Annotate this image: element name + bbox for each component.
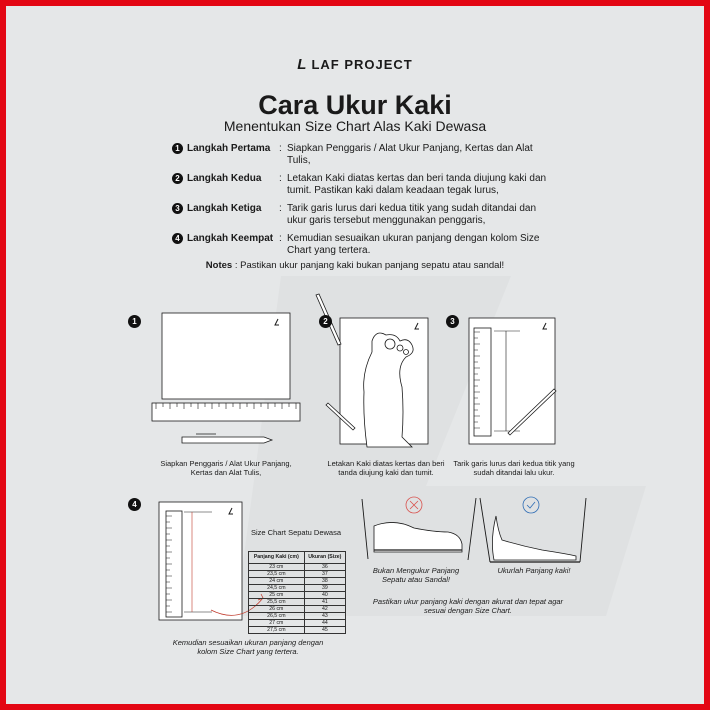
table-cell: 26,5 cm bbox=[249, 613, 305, 620]
table-row bbox=[249, 564, 346, 571]
step-description: Tarik garis lurus dari kedua titik yang sudah ditandai dan ukur garis tersebut menggunakan penggaris, bbox=[287, 203, 537, 226]
right-caption: Ukurlah Panjang kaki! bbox=[497, 566, 571, 575]
table-cell: 42 bbox=[304, 606, 345, 613]
table-cell: 25,5 cm bbox=[249, 599, 305, 606]
caption-step-4: Kemudian sesuaikan ukuran panjang dengan kolom Size Chart yang tertera. bbox=[172, 638, 324, 656]
table-row bbox=[249, 592, 346, 599]
table-cell: 36 bbox=[304, 564, 345, 571]
size-chart-table bbox=[248, 551, 346, 634]
caption-step-3: Tarik garis lurus dari kedua titik yang sudah ditandai lalu ukur. bbox=[453, 459, 575, 477]
table-cell: 37 bbox=[304, 571, 345, 578]
wrong-caption: Bukan Mengukur Panjang Sepatu atau Sandal! bbox=[372, 566, 460, 584]
size-chart-header-cm: Panjang Kaki (cm) bbox=[249, 552, 305, 564]
wrong-icon bbox=[410, 501, 418, 509]
footer-caption: Pastikan ukur panjang kaki dengan akurat dan tepat agar sesuai dengan Size Chart. bbox=[372, 597, 564, 615]
notes-label: Notes bbox=[205, 260, 233, 271]
table-cell: 23,5 cm bbox=[249, 571, 305, 578]
caption-step-1: Siapkan Penggaris / Alat Ukur Panjang, Kertas dan Alat Tulis, bbox=[160, 459, 292, 477]
step-description: Siapkan Penggaris / Alat Ukur Panjang, Kertas dan Alat Tulis, bbox=[287, 143, 533, 166]
table-cell: 44 bbox=[304, 620, 345, 627]
notes-text: : Pastikan ukur panjang kaki bukan panjang sepatu atau sandal! bbox=[232, 260, 505, 271]
step-colon: : bbox=[279, 173, 282, 184]
table-cell: 25 cm bbox=[249, 592, 305, 599]
step-name: Langkah Keempat bbox=[187, 233, 274, 244]
table-cell: 27 cm bbox=[249, 620, 305, 627]
table-row bbox=[249, 620, 346, 627]
table-cell: 27,5 cm bbox=[249, 627, 305, 634]
table-cell: 39 bbox=[304, 585, 345, 592]
table-cell: 41 bbox=[304, 599, 345, 606]
check-icon bbox=[523, 497, 539, 513]
table-row bbox=[249, 585, 346, 592]
step-description: Letakan Kaki diatas kertas dan beri tanda diujung kaki dan tumit. Pastikan kaki dalam keadaan tegak lurus, bbox=[287, 173, 547, 196]
poster bbox=[6, 6, 704, 704]
table-cell: 24,5 cm bbox=[249, 585, 305, 592]
illustration-badge-4: 4 bbox=[128, 498, 141, 511]
table-cell: 45 bbox=[304, 627, 345, 634]
table-row bbox=[249, 578, 346, 585]
step-colon: : bbox=[279, 233, 282, 244]
step-description: Kemudian sesuaikan ukuran panjang dengan kolom Size Chart yang tertera. bbox=[287, 233, 540, 256]
step-number: 3 bbox=[172, 203, 183, 214]
table-cell: 23 cm bbox=[249, 564, 305, 571]
illustration-badge-1: 1 bbox=[128, 315, 141, 328]
table-cell: 43 bbox=[304, 613, 345, 620]
brand-name: LAF PROJECT bbox=[311, 57, 413, 72]
illustration-badge-2: 2 bbox=[319, 315, 332, 328]
step-name: Langkah Ketiga bbox=[187, 203, 262, 214]
table-cell: 40 bbox=[304, 592, 345, 599]
size-chart-header-row bbox=[249, 552, 346, 564]
page-subtitle: Menentukan Size Chart Alas Kaki Dewasa bbox=[223, 118, 487, 134]
table-row bbox=[249, 606, 346, 613]
brand-logo-icon: L bbox=[297, 56, 308, 73]
table-cell: 38 bbox=[304, 578, 345, 585]
illustration-badge-3: 3 bbox=[446, 315, 459, 328]
size-chart-title: Size Chart Sepatu Dewasa bbox=[250, 528, 342, 537]
page-title: Cara Ukur Kaki bbox=[258, 90, 452, 120]
table-row bbox=[249, 599, 346, 606]
step-colon: : bbox=[279, 143, 282, 154]
foot-illustration bbox=[492, 516, 576, 560]
table-cell: 24 cm bbox=[249, 578, 305, 585]
pen-illustration bbox=[182, 434, 272, 443]
table-row bbox=[249, 571, 346, 578]
step-name: Langkah Kedua bbox=[187, 173, 262, 184]
step-name: Langkah Pertama bbox=[187, 143, 271, 154]
step-number: 2 bbox=[172, 173, 183, 184]
illustrations bbox=[6, 6, 704, 704]
table-cell: 26 cm bbox=[249, 606, 305, 613]
size-chart-header-size: Ukuran (Size) bbox=[304, 552, 345, 564]
step-number: 1 bbox=[172, 143, 183, 154]
step-colon: : bbox=[279, 203, 282, 214]
table-row bbox=[249, 627, 346, 634]
shoe-illustration bbox=[374, 522, 462, 552]
step-number: 4 bbox=[172, 233, 183, 244]
caption-step-2: Letakan Kaki diatas kertas dan beri tanda diujung kaki dan tumit. bbox=[327, 459, 445, 477]
paper-illustration bbox=[162, 313, 290, 399]
check-icon bbox=[527, 502, 535, 508]
table-row bbox=[249, 613, 346, 620]
